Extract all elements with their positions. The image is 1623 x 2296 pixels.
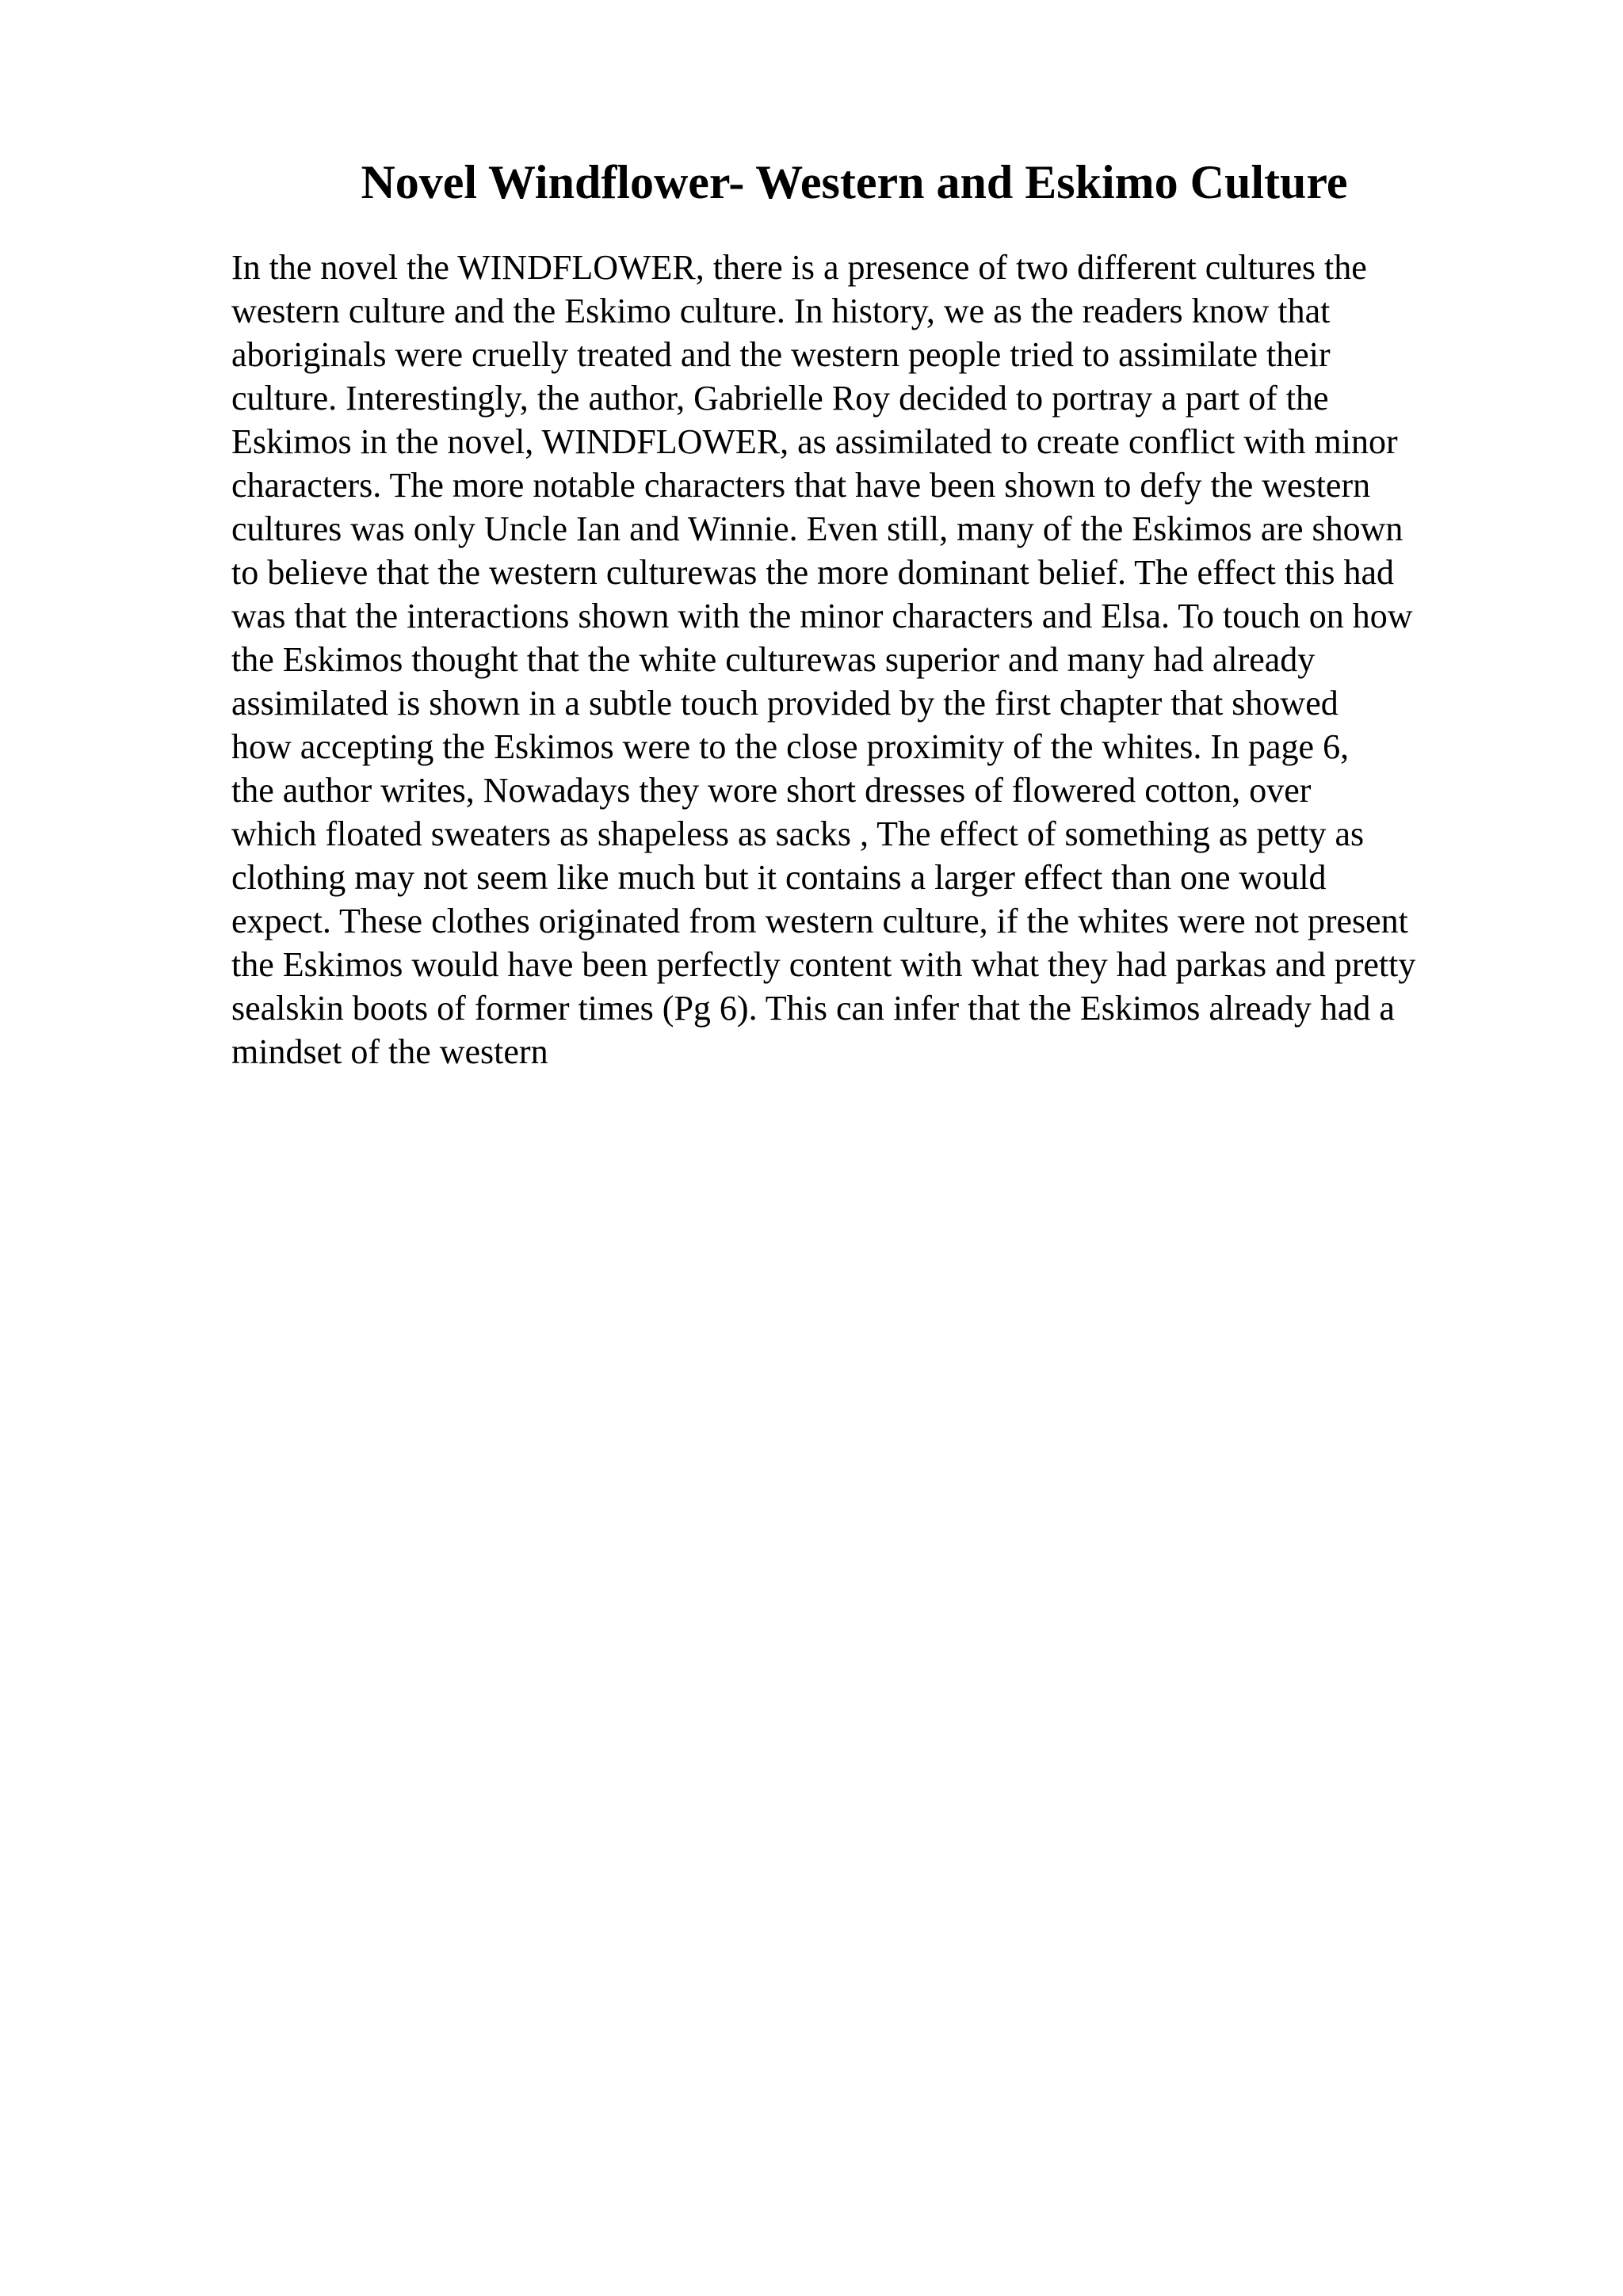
paragraph-line: the Eskimos would have been perfectly content with what they had parkas and pretty <box>231 945 1416 984</box>
paragraph-line: which floated sweaters as shapeless as sacks , The effect of something as petty as <box>231 814 1365 853</box>
paragraph-line: how accepting the Eskimos were to the close proximity of the whites. In page 6, <box>231 727 1350 766</box>
paragraph-line: expect. These clothes originated from western culture, if the whites were not present <box>231 902 1408 940</box>
paragraph-line: was that the interactions shown with the minor characters and Elsa. To touch on how <box>231 597 1413 635</box>
paragraph-line: the author writes, Nowadays they wore short dresses of flowered cotton, over <box>231 771 1312 810</box>
paragraph-line: Eskimos in the novel, WINDFLOWER, as assimilated to create conflict with minor <box>231 422 1398 461</box>
paragraph-line: In the novel the WINDFLOWER, there is a presence of two different cultures the <box>231 248 1367 287</box>
body-paragraph <box>231 246 1515 1074</box>
paragraph-line: cultures was only Uncle Ian and Winnie. Even still, many of the Eskimos are shown <box>231 509 1403 548</box>
paragraph-line: clothing may not seem like much but it contains a larger effect than one would <box>231 858 1327 897</box>
paragraph-line: assimilated is shown in a subtle touch provided by the first chapter that showed <box>231 684 1338 723</box>
paragraph-line: culture. Interestingly, the author, Gabrielle Roy decided to portray a part of the <box>231 379 1329 418</box>
paragraph-line: characters. The more notable characters that have been shown to defy the western <box>231 466 1371 505</box>
paragraph-line: sealskin boots of former times (Pg 6). This can infer that the Eskimos already had a <box>231 989 1395 1028</box>
paragraph-line: western culture and the Eskimo culture. In history, we as the readers know that <box>231 292 1331 330</box>
document-title: Novel Windflower- Western and Eskimo Culture <box>361 156 1348 208</box>
paragraph-line: the Eskimos thought that the white culturewas superior and many had already <box>231 640 1316 679</box>
paragraph-line: aboriginals were cruelly treated and the western people tried to assimilate their <box>231 335 1331 374</box>
paragraph-line: mindset of the western <box>231 1032 548 1071</box>
paragraph-line: to believe that the western culturewas the more dominant belief. The effect this had <box>231 553 1394 592</box>
